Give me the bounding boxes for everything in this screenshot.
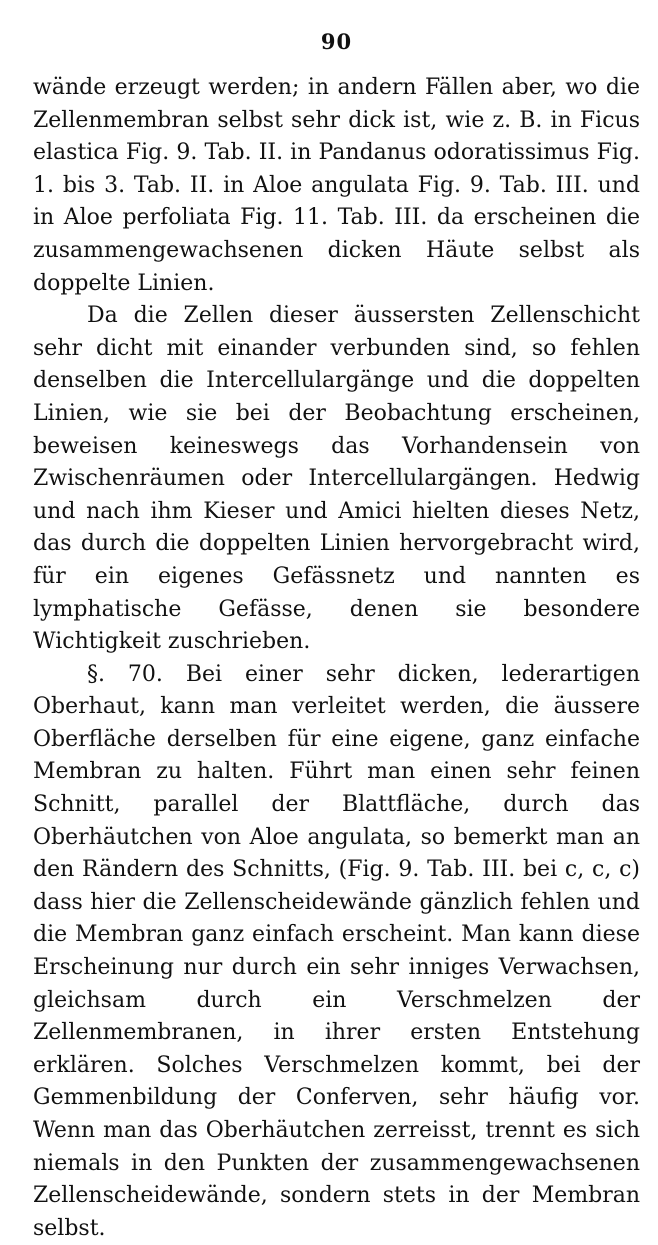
page-number: 90 — [320, 29, 353, 54]
paragraph-continuation: wände erzeugt werden; in andern Fällen aber, wo die Zellenmembran selbst sehr dick ist, wie z. B. in Ficus elastica Fig. 9. Tab. II. in Pandanus odoratissimus Fig. 1. bis 3. Tab. II. in Aloe angulata Fig. 9. Tab. III. und in Aloe perfoliata Fig. 11. Tab. III. da erscheinen die zusammengewachsenen dicken Häute selbst als doppelte Linien. — [33, 75, 640, 296]
paragraph-intercellular: Da die Zellen dieser äussersten Zellenschicht sehr dicht mit einander verbunden sind, so fehlen denselben die Intercellulargänge und die doppelten Linien, wie sie bei der Beobachtung erscheinen, beweisen keineswegs das Vorhandensein von Zwischenräumen oder Intercellulargängen. Hedwig und nach ihm Kieser und Amici hielten dieses Netz, das durch die doppelten Linien hervorgebracht wird, für ein eigenes Gefässnetz und nannten es lymphatische Gefässe, denen sie besondere Wichtigkeit zuschrieben. — [33, 303, 640, 655]
paragraph-section-70: §. 70. Bei einer sehr dicken, lederartigen Oberhaut, kann man verleitet werden, die äussere Oberfläche derselben für eine eigene, ganz einfache Membran zu halten. Führt man einen sehr feinen Schnitt, parallel der Blattfläche, durch das Oberhäutchen von Aloe angulata, so bemerkt man an den Rändern des Schnitts, (Fig. 9. Tab. III. bei c, c, c) dass hier die Zellenscheidewände gänzlich fehlen und die Membran ganz einfach erscheint. Man kann diese Erscheinung nur durch ein sehr inniges Verwachsen, gleichsam durch ein Verschmelzen der Zellenmembranen, in ihrer ersten Entstehung erklären. Solches Verschmelzen kommt, bei der Gemmenbildung der Conferven, sehr häufig vor. Wenn man das Oberhäutchen zerreisst, trennt es sich niemals in den Punkten der zusammengewachsenen Zellenscheidewände, sondern stets in der Membran selbst. — [33, 661, 640, 1241]
